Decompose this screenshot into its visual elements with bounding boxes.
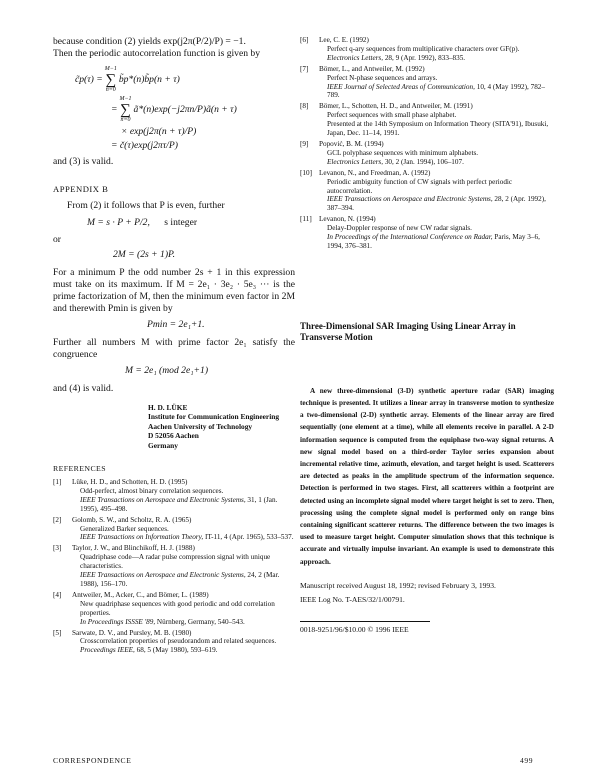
reference-journal: Proceedings IEEE, — [80, 646, 135, 655]
reference-details: 28, 9 (Apr. 1992), 833–835. — [384, 53, 466, 62]
author-institute: Institute for Communication Engineering — [148, 412, 280, 422]
reference-details: Presented at the 14th Symposium on Information Theory (SITA'91), Ibusuki, Japan, Dec. 11–14, 1991. — [327, 120, 549, 138]
reference-item — [300, 65, 554, 101]
author-university: Aachen University of Technology — [148, 421, 253, 431]
equation-b2: 2M = (2s + 1)P. — [113, 249, 176, 260]
reference-item — [300, 102, 554, 138]
eq2-lhs: = — [111, 104, 118, 115]
reference-number: [6] — [300, 36, 309, 44]
reference-source — [72, 571, 295, 589]
paragraph-minimum: For a minimum P the odd number 2s + 1 in this expression must take on its maximum. If M = 2e₁ · 3e₂ · 5e₃ ··· is the prime factorization of M, then the minimum even factor in 2M and therewith Pmin is given by — [53, 267, 295, 314]
reference-details: 10, 4 (May 1992), 782–789. — [327, 82, 545, 100]
reference-number: [3] — [53, 544, 62, 553]
reference-title: Generalized Barker sequences. — [80, 524, 169, 533]
reference-authors: Levanon, N. (1994) — [319, 215, 376, 224]
equation-pmin: Pmin = 2e₁+1. — [147, 319, 205, 330]
reference-journal: Electronics Letters, — [327, 53, 384, 62]
reference-authors: Golomb, S. W., and Scholtz, R. A. (1965) — [72, 515, 192, 524]
reference-details: 28, 2 (Apr. 1992), 387–394. — [327, 195, 546, 213]
reference-title: Quadriphase code—A radar pulse compression signal with unique characteristics. — [80, 553, 271, 571]
reference-item — [53, 544, 295, 589]
reference-source — [319, 195, 554, 213]
eq2-rhs: ã*(n)exp(−j2πn/P)ã(n + τ) — [133, 104, 237, 115]
page-number: 499 — [520, 756, 534, 765]
reference-list-continued — [300, 36, 554, 251]
right-column — [300, 36, 554, 635]
reference-list — [53, 478, 295, 655]
article-title: Three-Dimensional SAR Imaging Using Linear Array in Transverse Motion — [300, 320, 516, 342]
eq1-lhs: c̃p(τ) = — [75, 74, 103, 85]
author-name: H. D. LÜKE — [148, 403, 188, 412]
reference-item — [53, 516, 295, 543]
reference-journal: IEEE Transactions on Aerospace and Electronic Systems, — [327, 195, 493, 204]
eq4: = č(τ)exp(j2πτ/P) — [111, 140, 178, 151]
autocorrelation-equation — [53, 66, 295, 152]
summation-symbol: M−1 ∑ n=0 — [104, 66, 117, 93]
reference-title: Perfect sequences with small phase alphabet. — [327, 111, 457, 120]
reference-title: Odd-perfect, almost binary correlation sequences. — [80, 486, 224, 495]
reference-details: 24, 2 (Mar. 1988), 156–170. — [80, 571, 280, 588]
reference-authors: Lee, C. E. (1992) — [319, 36, 369, 44]
reference-title: New quadriphase sequences with good periodic and odd correlation properties. — [80, 599, 275, 617]
intro-line-1: because condition (2) yields exp(j2π(P/2)/P) = −1. — [53, 36, 246, 47]
reference-source — [72, 533, 295, 542]
reference-title: Crosscorrelation properties of pseudorandom and related sequences. — [80, 637, 277, 646]
eq1-rhs: b̃p*(n)b̃p(n + τ) — [118, 74, 180, 85]
author-city: D 52056 Aachen — [148, 431, 199, 441]
valid-4: and (4) is valid. — [53, 383, 114, 394]
reference-journal: In Proceedings ISSSE '89, — [80, 617, 156, 626]
equation-congruence: M = 2e₁ (mod 2e₁+1) — [125, 365, 209, 376]
reference-details: Paris, May 3–6, 1994, 376–381. — [327, 233, 540, 250]
reference-journal: In Proceedings of the International Conference on Radar, — [327, 233, 493, 242]
reference-authors: Bömer, L., Schotten, H. D., and Antweiler, M. (1991) — [319, 102, 473, 111]
author-block — [148, 403, 295, 450]
or-label: or — [53, 234, 61, 245]
reference-source — [72, 496, 295, 514]
reference-title: Periodic ambiguity function of CW signals with perfect periodic autocorrelation. — [327, 177, 513, 195]
footer-section: CORRESPONDENCE — [53, 756, 132, 765]
reference-item — [300, 140, 554, 167]
reference-authors: Popović, B. M. (1994) — [319, 139, 384, 148]
reference-title: Perfect q-ary sequences from multiplicative characters over GF(p). — [327, 44, 520, 53]
reference-source — [72, 618, 295, 627]
reference-number: [7] — [300, 64, 309, 73]
left-column — [53, 36, 295, 657]
reference-details: IT-11, 4 (Apr. 1965), 533–537. — [204, 533, 294, 542]
reference-source — [319, 233, 554, 251]
reference-details: Nürnberg, Germany, 540–543. — [156, 617, 245, 626]
reference-source — [319, 83, 554, 101]
reference-authors: Antweiler, M., Acker, C., and Bömer, L. (1989) — [72, 590, 209, 599]
reference-number: [11] — [300, 215, 312, 224]
reference-number: [5] — [53, 628, 62, 637]
reference-journal: IEEE Journal of Selected Areas of Communication, — [327, 82, 475, 91]
reference-title: GCL polyphase sequences with minimum alphabets. — [327, 148, 479, 157]
reference-number: [4] — [53, 590, 62, 599]
reference-details: 68, 5 (May 1980), 593–619. — [136, 646, 218, 655]
reference-number: [1] — [53, 478, 62, 487]
ieee-log-number: IEEE Log No. T-AES/32/1/00791. — [300, 594, 405, 604]
reference-number: [2] — [53, 515, 62, 524]
valid-3: and (3) is valid. — [53, 156, 114, 167]
reference-authors: Sarwate, D. V., and Pursley, M. B. (1980) — [72, 628, 192, 637]
equation-b1: M = s · P + P/2, s integer — [87, 217, 198, 228]
reference-item — [53, 629, 295, 656]
intro-line-2: Then the periodic autocorrelation function is given by — [53, 48, 261, 59]
eq3: × exp(j2π(n + τ)/P) — [121, 126, 197, 137]
appendix-heading: APPENDIX B — [53, 184, 109, 194]
footnote-rule — [300, 621, 430, 622]
summation-symbol: M−1 ∑ n=0 — [119, 96, 132, 123]
reference-number: [10] — [300, 168, 312, 177]
reference-item — [300, 36, 554, 63]
author-country: Germany — [148, 440, 178, 450]
reference-title: Perfect N-phase sequences and arrays. — [327, 73, 438, 82]
reference-journal: Electronics Letters, — [327, 157, 384, 166]
reference-source — [319, 158, 554, 167]
reference-journal: IEEE Transactions on Information Theory, — [80, 533, 204, 542]
reference-authors: Levanon, N., and Freedman, A. (1992) — [319, 168, 431, 177]
reference-item — [53, 478, 295, 514]
references-heading: REFERENCES — [53, 464, 106, 474]
reference-authors: Lüke, H. D., and Schotten, H. D. (1995) — [72, 478, 188, 487]
reference-authors: Bömer, L., and Antweiler, M. (1992) — [319, 64, 425, 73]
reference-source — [319, 54, 554, 63]
reference-number: [9] — [300, 139, 309, 148]
reference-item — [300, 215, 554, 251]
copyright-line: 0018-9251/96/$10.00 © 1996 IEEE — [300, 624, 409, 634]
reference-source — [319, 120, 554, 138]
paragraph-congruence: Further all numbers M with prime factor 2e₁ satisfy the congruence — [53, 337, 295, 360]
appendix-b-text: From (2) it follows that P is even, further — [67, 200, 225, 211]
reference-number: [8] — [300, 102, 309, 111]
reference-item — [53, 591, 295, 627]
reference-source — [72, 646, 295, 655]
reference-journal: IEEE Transactions on Aerospace and Electronic Systems, — [80, 495, 246, 504]
reference-details: 31, 1 (Jan. 1995), 495–498. — [80, 495, 278, 513]
manuscript-received: Manuscript received August 18, 1992; revised February 3, 1993. — [300, 580, 496, 590]
reference-authors: Taylor, J. W., and Blinchikoff, H. J. (1988) — [72, 544, 195, 553]
reference-title: Delay-Doppler response of new CW radar signals. — [327, 224, 472, 233]
reference-details: 30, 2 (Jan. 1994), 106–107. — [384, 157, 464, 166]
article-abstract: A new three-dimensional (3-D) synthetic aperture radar (SAR) imaging technique is presented. It utilizes a linear array in transverse motion to synthesize a two-dimensional (2-D) synthetic array. Elements of the linear array are fired sequentially (one element at a time), while all elements receive in parallel. A 2-D information sequence is computed from the equiphase two-way signal returns. A new signal model based on a third-order Taylor series expansion about incremental relative time, azimuth, elevation, and target height is used. Scatterers are detected as peaks in the amplitude spectrum of the information sequence. Detection is performed in two stages. First, all scatterers within a footprint are detected using an incomplete signal model where target height is set to zero. Then, processing using the complete signal model is performed only on range bins containing significant scatterer returns. The difference between the two images is used to measure target height. Computer simulation shows that this technique is accurate and virtually impulse invariant. An example is used to demonstrate this approach. — [300, 386, 554, 566]
reference-item — [300, 169, 554, 214]
reference-journal: IEEE Transactions on Aerospace and Electronic Systems, — [80, 571, 246, 580]
